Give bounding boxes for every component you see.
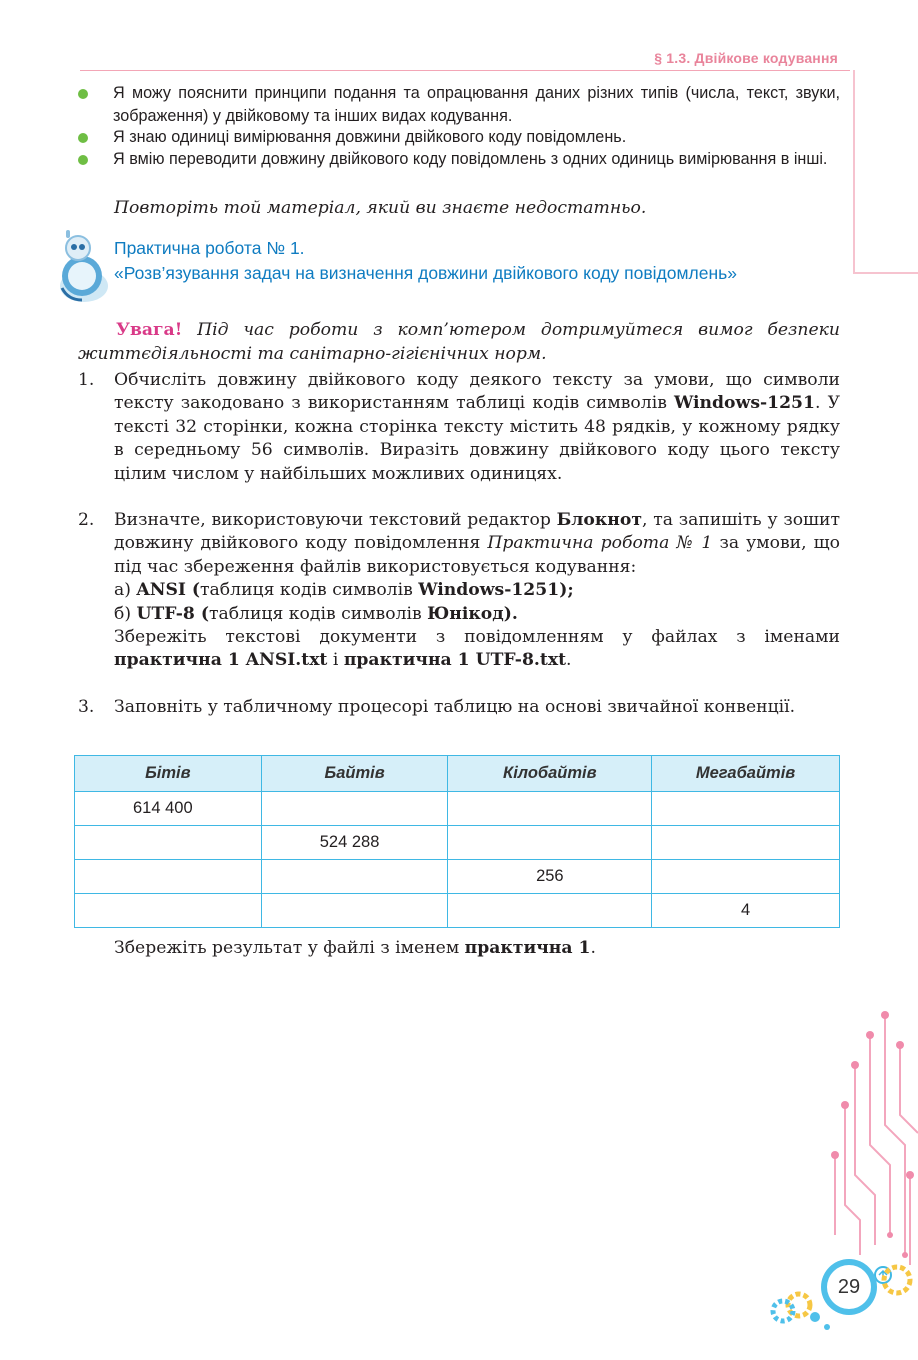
task-text: Заповніть у табличному процесорі таблицю на основі звичайної конвенції.: [114, 697, 796, 717]
option-a: [114, 579, 840, 602]
repeat-note: Повторіть той матеріал, який ви знаєте недостатньо.: [114, 198, 647, 218]
option-label: а): [114, 580, 131, 601]
list-item-text: Я можу пояснити принципи подання та опрацювання даних різних типів (числа, текст, звуки, зображення) у двійковому та інших видах кодування.: [113, 84, 840, 125]
footer-note-text: Збережіть результат у файлі з іменем: [114, 938, 465, 958]
page-header: [0, 48, 918, 70]
task-text-bold: Блокнот: [556, 510, 643, 530]
table-cell: [448, 894, 652, 928]
save-text: Збережіть текстові документи з повідомленням у файлах з іменами: [114, 627, 840, 648]
practical-title-line1: Практична робота № 1.: [114, 238, 305, 258]
option-text: таблиця кодів символів: [200, 580, 419, 601]
table-cell: [75, 860, 262, 894]
table-row: [75, 826, 840, 860]
task-number: 1.: [78, 370, 95, 390]
file-name: практична 1 UTF-8.txt: [343, 650, 567, 671]
option-bold: Юнікод: [427, 603, 504, 624]
table-row: [75, 860, 840, 894]
table-cell: 524 288: [261, 826, 448, 860]
section-title: § 1.3. Двійкове кодування: [654, 50, 838, 66]
robot-mascot-icon: [48, 226, 114, 306]
practical-title-line2: «Розв’язування задач на визначення довжини двійкового коду повідомлень»: [114, 263, 737, 283]
bullet-dot-icon: [78, 155, 88, 165]
bullet-dot-icon: [78, 89, 88, 99]
option-bold: Windows-1251: [418, 580, 560, 601]
warning-text: Під час роботи з комп’ютером дотримуйтеся вимог безпеки життєдіяльності та санітарно-гігієнічних норм.: [78, 320, 840, 364]
file-name: практична 1 ANSI.txt: [114, 650, 328, 671]
table-cell: [75, 894, 262, 928]
header-rule: [80, 70, 850, 71]
option-end: ).: [503, 603, 518, 624]
task-text-part: . У тексті 32 сторінки, кожна сторінка тексту містить 48 рядків, у кожному рядку в середньому 56 символів. Виразіть довжину двійкового коду цього тексту цілим числом у найбільших можливих одиницях.: [114, 393, 840, 484]
table-cell: [652, 792, 840, 826]
warning-paragraph: [78, 318, 840, 366]
option-b: [114, 603, 840, 626]
page-number: 29: [837, 1276, 861, 1298]
table-cell: [652, 860, 840, 894]
side-border: [853, 70, 855, 274]
practical-work-title: [114, 236, 814, 286]
column-header: Байтів: [261, 756, 448, 792]
table-row: [75, 894, 840, 928]
option-bold: ANSI (: [136, 580, 201, 601]
task-text-part: за умови, що під час збереження файлів використовується кодування:: [114, 533, 841, 577]
list-item-text: Я вмію переводити довжину двійкового коду повідомлень з одних одиниць вимірювання в інші.: [113, 150, 828, 168]
task-text-part: Визначте, використовуючи текстовий редактор: [114, 510, 557, 530]
side-border-corner: [853, 272, 918, 274]
column-header: Кілобайтів: [448, 756, 652, 792]
conversion-table: [74, 755, 840, 928]
table-row: [75, 792, 840, 826]
warning-label: Увага!: [116, 320, 183, 340]
save-instruction: [114, 626, 840, 673]
list-item-text: Я знаю одиниці вимірювання довжини двійкового коду повідомлень.: [113, 128, 627, 146]
task-text-bold: Windows-1251: [674, 393, 815, 414]
table-cell: [75, 826, 262, 860]
task-text: [114, 369, 840, 486]
column-header: Мегабайтів: [652, 756, 840, 792]
table-cell: 4: [652, 894, 840, 928]
table-header-row: [75, 756, 840, 792]
option-end: );: [559, 580, 574, 601]
save-text: і: [327, 650, 344, 671]
bullet-dot-icon: [78, 133, 88, 143]
option-bold: UTF-8 (: [136, 603, 209, 624]
table-cell: 614 400: [75, 792, 262, 826]
table-cell: [261, 792, 448, 826]
task-number: 3.: [78, 697, 95, 717]
footer-note-bold: практична 1: [464, 938, 591, 958]
table-cell: [652, 826, 840, 860]
task-number: 2.: [78, 510, 95, 530]
task-text-part: , та запишіть у зошит довжину двійкового коду повідомлення: [114, 510, 840, 554]
footer-note: [114, 938, 596, 958]
task-text-italic: Практична робота № 1: [487, 533, 713, 554]
footer-note-end: .: [590, 938, 596, 958]
table-cell: [448, 826, 652, 860]
save-text: .: [566, 650, 572, 671]
table-cell: [261, 860, 448, 894]
option-label: б): [114, 603, 132, 624]
option-text: таблиця кодів символів: [208, 603, 428, 624]
table-cell: 256: [448, 860, 652, 894]
task-text: [114, 509, 840, 673]
table-cell: [448, 792, 652, 826]
task-text-part: Обчисліть довжину двійкового коду деякого тексту за умови, що символи тексту закодовано з використанням таблиці кодів символів: [114, 370, 840, 414]
table-cell: [261, 894, 448, 928]
column-header: Бітів: [75, 756, 262, 792]
